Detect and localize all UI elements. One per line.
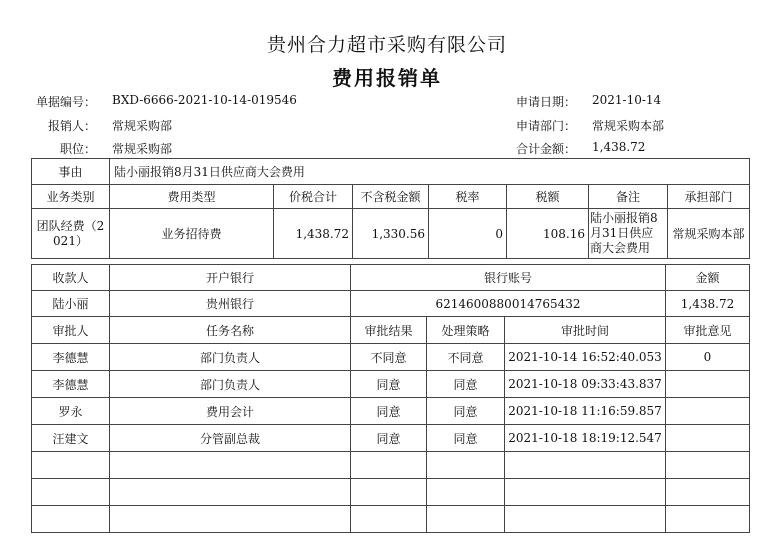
result: 不同意 <box>351 344 427 371</box>
expense-row <box>32 209 750 259</box>
task-name: 分管副总裁 <box>110 425 351 452</box>
approval-time: 2021-10-18 18:19:12.547 <box>505 425 666 452</box>
task-name: 部门负责人 <box>110 371 351 398</box>
col-business-category: 业务类别 <box>32 185 110 209</box>
payee-amount: 1,438.72 <box>666 291 750 317</box>
position-label: 职位： <box>59 142 96 156</box>
empty-row <box>32 506 750 533</box>
account-no: 6214600880014765432 <box>351 291 666 317</box>
total-label: 合计金额： <box>515 142 576 156</box>
col-account: 银行账号 <box>351 265 666 291</box>
opinion <box>666 371 750 398</box>
total-value: 1,438.72 <box>592 140 646 154</box>
col-remark: 备注 <box>589 185 668 209</box>
apply-date-label: 申请日期： <box>515 95 576 109</box>
approval-time: 2021-10-18 09:33:43.837 <box>505 371 666 398</box>
col-amount: 金额 <box>666 265 750 291</box>
opinion <box>666 398 750 425</box>
strategy: 同意 <box>427 425 505 452</box>
approver: 汪建文 <box>32 425 110 452</box>
doc-no-value: BXD-6666-2021-10-14-019546 <box>112 93 297 107</box>
table-row <box>32 344 750 371</box>
dept-label: 申请部门： <box>515 119 576 133</box>
strategy: 同意 <box>427 371 505 398</box>
approval-header-row <box>32 317 750 344</box>
result: 同意 <box>351 398 427 425</box>
approver: 李德慧 <box>32 344 110 371</box>
applicant-label: 报销人： <box>47 119 96 133</box>
expense-table <box>31 158 750 259</box>
strategy: 同意 <box>427 398 505 425</box>
approval-time: 2021-10-18 11:16:59.857 <box>505 398 666 425</box>
business-category: 团队经费（2021） <box>32 209 110 259</box>
col-approver: 审批人 <box>32 317 110 344</box>
reason-value: 陆小丽报销8月31日供应商大会费用 <box>110 159 750 185</box>
strategy: 不同意 <box>427 344 505 371</box>
applicant-value: 常规采购部 <box>112 119 173 133</box>
expense-type: 业务招待费 <box>110 209 274 259</box>
result: 同意 <box>351 371 427 398</box>
approval-time: 2021-10-14 16:52:40.053 <box>505 344 666 371</box>
payee-row <box>32 291 750 317</box>
payment-approval-table <box>31 264 750 533</box>
payee-header-row <box>32 265 750 291</box>
expense-header-row <box>32 185 750 209</box>
bearing-dept: 常规采购本部 <box>668 209 750 259</box>
apply-date-value: 2021-10-14 <box>592 93 662 107</box>
col-approval-time: 审批时间 <box>505 317 666 344</box>
result: 同意 <box>351 425 427 452</box>
col-tax-rate: 税率 <box>429 185 507 209</box>
dept-value: 常规采购本部 <box>592 119 665 133</box>
col-bearing-dept: 承担部门 <box>668 185 750 209</box>
reason-label: 事由 <box>32 159 110 185</box>
approver: 李德慧 <box>32 371 110 398</box>
col-task-name: 任务名称 <box>110 317 351 344</box>
table-row <box>32 398 750 425</box>
task-name: 部门负责人 <box>110 344 351 371</box>
reason-row <box>32 159 750 185</box>
company-name: 贵州合力超市采购有限公司 <box>266 34 507 56</box>
doc-no-label: 单据编号： <box>35 95 96 109</box>
col-result: 审批结果 <box>351 317 427 344</box>
col-amount-excl-tax: 不含税金额 <box>353 185 429 209</box>
table-row <box>32 371 750 398</box>
amount-excl-tax: 1,330.56 <box>353 209 429 259</box>
col-total-with-tax: 价税合计 <box>274 185 353 209</box>
empty-row <box>32 452 750 479</box>
col-opinion: 审批意见 <box>666 317 750 344</box>
col-payee: 收款人 <box>32 265 110 291</box>
opinion: 0 <box>666 344 750 371</box>
payee-name: 陆小丽 <box>32 291 110 317</box>
tax-rate: 0 <box>429 209 507 259</box>
col-tax-amount: 税额 <box>507 185 589 209</box>
empty-row <box>32 479 750 506</box>
col-bank: 开户银行 <box>110 265 351 291</box>
total-with-tax: 1,438.72 <box>274 209 353 259</box>
form-title: 费用报销单 <box>332 66 442 90</box>
task-name: 费用会计 <box>110 398 351 425</box>
tax-amount: 108.16 <box>507 209 589 259</box>
bank-name: 贵州银行 <box>110 291 351 317</box>
approver: 罗永 <box>32 398 110 425</box>
remark: 陆小丽报销8月31日供应商大会费用 <box>589 209 668 259</box>
position-value: 常规采购部 <box>112 142 173 156</box>
table-row <box>32 425 750 452</box>
opinion <box>666 425 750 452</box>
col-strategy: 处理策略 <box>427 317 505 344</box>
col-expense-type: 费用类型 <box>110 185 274 209</box>
